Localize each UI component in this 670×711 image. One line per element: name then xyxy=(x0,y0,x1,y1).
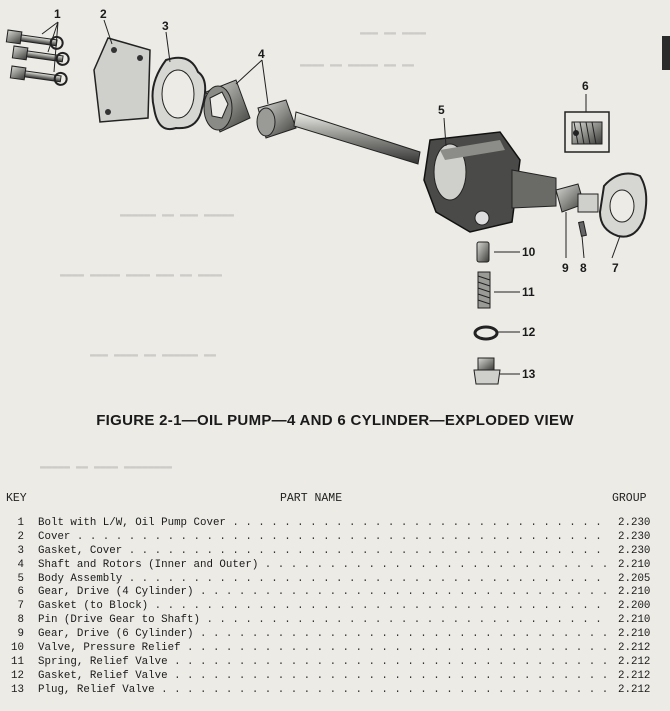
parts-row xyxy=(0,517,670,531)
row-key: 3 xyxy=(17,544,24,557)
row-group: 2.210 xyxy=(618,586,651,599)
row-part-name: Spring, Relief Valve . . . xyxy=(38,656,608,670)
relief-valve-part xyxy=(477,242,489,262)
bleed-through-text: ▬▬▬▬▬ ▬▬ ▬▬▬▬ ▬▬▬▬▬▬▬▬ xyxy=(40,462,173,473)
row-part-name: Body Assembly . . . xyxy=(38,573,608,587)
row-key: 10 xyxy=(11,642,24,655)
pump-cover-part xyxy=(94,38,150,122)
drive-pin-part xyxy=(579,222,587,237)
callout-13: 13 xyxy=(522,367,536,381)
row-part-name: Plug, Relief Valve . . . xyxy=(38,684,608,698)
row-part-name: Gear, Drive (4 Cylinder) . . . xyxy=(38,586,608,600)
bleed-through-text: ▬▬▬ ▬▬ ▬▬▬▬ xyxy=(360,28,427,39)
row-group: 2.212 xyxy=(618,669,651,682)
callout-3: 3 xyxy=(162,19,169,33)
callout-2: 2 xyxy=(100,7,107,21)
callout-11: 11 xyxy=(522,285,535,299)
callout-1: 1 xyxy=(54,7,61,21)
bleed-through-text: ▬▬▬▬ ▬▬▬▬▬ ▬▬▬▬ ▬▬▬ ▬▬ ▬▬▬▬ xyxy=(60,270,223,281)
row-key: 12 xyxy=(11,669,24,682)
row-part-name: Gasket, Relief Valve . . . xyxy=(38,670,608,684)
pump-body-part xyxy=(424,132,556,232)
callout-4: 4 xyxy=(258,47,265,61)
row-group: 2.212 xyxy=(618,655,651,668)
row-key: 2 xyxy=(17,530,24,543)
callout-10: 10 xyxy=(522,245,536,259)
row-group: 2.210 xyxy=(618,614,651,627)
column-header-part-name: PART NAME xyxy=(280,492,343,505)
row-key: 13 xyxy=(11,683,24,696)
callout-7: 7 xyxy=(612,261,619,275)
row-group: 2.212 xyxy=(618,683,651,696)
relief-gasket-part xyxy=(475,327,497,339)
row-key: 6 xyxy=(17,586,24,599)
row-group: 2.200 xyxy=(618,600,651,613)
parts-row xyxy=(0,545,670,559)
bleed-through-text: ▬▬▬ ▬▬▬▬ ▬▬ ▬▬▬▬▬▬ ▬▬ xyxy=(90,350,217,361)
callout-12: 12 xyxy=(522,325,536,339)
parts-row xyxy=(0,656,670,670)
parts-row xyxy=(0,573,670,587)
row-part-name: Pin (Drive Gear to Shaft) . . . xyxy=(38,614,608,628)
drive-gear-4cyl-part xyxy=(572,122,602,144)
row-key: 5 xyxy=(17,572,24,585)
row-part-name: Valve, Pressure Relief . . . xyxy=(38,642,608,656)
row-part-name: Shaft and Rotors (Inner and Outer) . . . xyxy=(38,559,608,573)
row-key: 7 xyxy=(17,600,24,613)
row-part-name: Cover . . . xyxy=(38,531,608,545)
parts-row xyxy=(0,600,670,614)
figure-title: FIGURE 2-1—OIL PUMP—4 AND 6 CYLINDER—EXPLODED VIEW xyxy=(96,412,574,429)
parts-row xyxy=(0,559,670,573)
row-key: 8 xyxy=(17,614,24,627)
row-part-name: Gasket (to Block) . . . xyxy=(38,600,608,614)
callout-8: 8 xyxy=(580,261,587,275)
bleed-through-text: ▬▬▬▬ ▬▬ ▬▬▬▬▬ ▬▬ ▬▬ xyxy=(300,60,415,71)
drive-gear-6cyl-part xyxy=(556,184,598,212)
row-group: 2.212 xyxy=(618,642,651,655)
row-part-name: Gasket, Cover . . . xyxy=(38,545,608,559)
parts-row xyxy=(0,628,670,642)
parts-row xyxy=(0,531,670,545)
row-part-name: Bolt with L/W, Oil Pump Cover . . . xyxy=(38,517,608,531)
parts-row xyxy=(0,684,670,698)
row-group: 2.210 xyxy=(618,628,651,641)
callout-6: 6 xyxy=(582,79,589,93)
rotor-shaft-part xyxy=(204,80,420,164)
row-group: 2.210 xyxy=(618,558,651,571)
callout-9: 9 xyxy=(562,261,569,275)
bolt-parts xyxy=(6,30,69,86)
row-key: 4 xyxy=(17,558,24,571)
relief-spring-part xyxy=(478,272,490,308)
column-header-key: KEY xyxy=(6,492,27,505)
relief-plug-part xyxy=(474,358,500,384)
bleed-through-text: ▬▬▬▬▬▬ ▬▬ ▬▬▬ ▬▬▬▬▬ xyxy=(120,210,235,221)
row-key: 11 xyxy=(11,655,24,668)
row-key: 9 xyxy=(17,628,24,641)
row-key: 1 xyxy=(17,517,24,529)
parts-row xyxy=(0,670,670,684)
parts-row xyxy=(0,642,670,656)
column-header-group: GROUP xyxy=(612,492,647,505)
row-group: 2.230 xyxy=(618,544,651,557)
parts-row xyxy=(0,586,670,600)
row-part-name: Gear, Drive (6 Cylinder) . . . xyxy=(38,628,608,642)
row-group: 2.230 xyxy=(618,530,651,543)
parts-row xyxy=(0,614,670,628)
row-group: 2.230 xyxy=(618,517,651,529)
callout-5: 5 xyxy=(438,103,445,117)
row-group: 2.205 xyxy=(618,572,651,585)
parts-list xyxy=(0,517,670,698)
